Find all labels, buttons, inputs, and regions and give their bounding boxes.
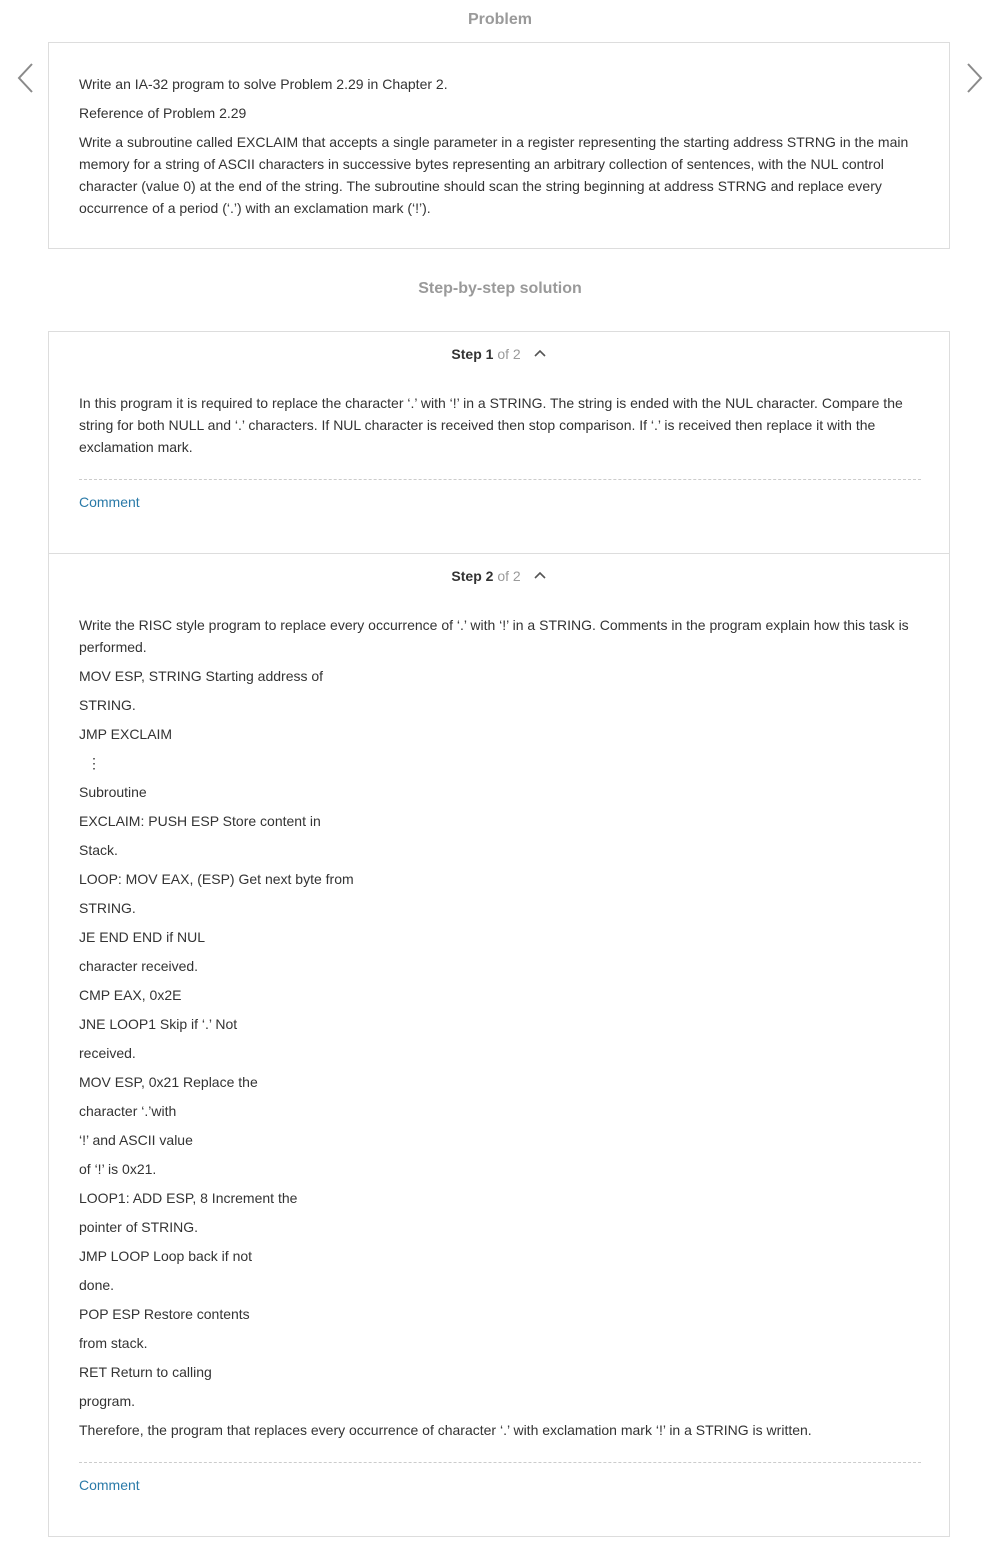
code-line: RET Return to calling	[79, 1364, 212, 1380]
code-line: LOOP: MOV EAX, (ESP) Get next byte from	[79, 871, 354, 887]
problem-statement: Write a subroutine called EXCLAIM that accepts a single parameter in a register representing the starting address STRNG in the main memory for a string of ASCII characters in successive bytes representing an arbitrary collection of sentences, with the NUL control character (value 0) at the end of the string. The subroutine should scan the string beginning at address STRNG and replace every occurrence of a period (‘.’) with an exclamation mark (‘!’).	[79, 134, 909, 216]
code-line: ‘!’ and ASCII value	[79, 1132, 193, 1148]
step-2-intro: Write the RISC style program to replace every occurrence of ‘.’ with ‘!’ in a STRING. Comments in the program explain how this task is performed.	[79, 617, 909, 655]
step-2-header[interactable]	[49, 566, 949, 586]
step-1-divider	[79, 479, 921, 480]
chevron-right-icon	[962, 60, 986, 96]
code-line: POP ESP Restore contents	[79, 1306, 250, 1322]
step-1-header[interactable]	[49, 344, 949, 364]
problem-heading: Problem	[467, 11, 532, 28]
step-2-divider	[79, 1462, 921, 1463]
vertical-ellipsis: ⋮	[87, 755, 101, 771]
chevron-up-icon[interactable]	[533, 343, 547, 363]
step-1-label: Step 1	[451, 346, 494, 362]
code-line: pointer of STRING.	[79, 1219, 199, 1235]
code-line: JE END END if NUL	[79, 929, 206, 945]
code-line: character received.	[79, 958, 199, 974]
code-line: JNE LOOP1 Skip if ‘.’ Not	[79, 1016, 238, 1032]
code-line: MOV ESP, 0x21 Replace the	[79, 1074, 258, 1090]
step-1	[49, 332, 949, 554]
code-line: STRING.	[79, 697, 136, 713]
code-line: received.	[79, 1045, 136, 1061]
step-2-count: of 2	[497, 568, 521, 584]
code-line: character ‘.’with	[79, 1103, 177, 1119]
code-line: program.	[79, 1393, 136, 1409]
code-line: JMP LOOP Loop back if not	[79, 1248, 253, 1264]
code-line: EXCLAIM: PUSH ESP Store content in	[79, 813, 321, 829]
step-1-body	[79, 392, 921, 465]
step-1-count: of 2	[497, 346, 521, 362]
next-button[interactable]	[962, 60, 986, 96]
code-line: Stack.	[79, 842, 118, 858]
chevron-left-icon	[14, 60, 38, 96]
step-2-label: Step 2	[451, 568, 494, 584]
step-2-conclusion: Therefore, the program that replaces every occurrence of character ‘.’ with exclamation mark ‘!’ in a STRING is written.	[79, 1422, 812, 1438]
step-2-body	[79, 614, 921, 1448]
step-2-comment-link[interactable]: Comment	[79, 1477, 140, 1493]
code-line: STRING.	[79, 900, 136, 916]
code-line: of ‘!’ is 0x21.	[79, 1161, 157, 1177]
steps-card	[48, 331, 950, 1537]
problem-card	[48, 42, 950, 249]
solution-heading: Step-by-step solution	[418, 280, 582, 297]
code-line: LOOP1: ADD ESP, 8 Increment the	[79, 1190, 298, 1206]
code-line: from stack.	[79, 1335, 148, 1351]
step-2	[49, 554, 949, 1537]
chevron-up-icon[interactable]	[533, 565, 547, 585]
prev-button[interactable]	[14, 60, 38, 96]
problem-paragraph: Write an IA-32 program to solve Problem 2.29 in Chapter 2.	[79, 76, 448, 92]
code-line: Subroutine	[79, 784, 147, 800]
code-line: JMP EXCLAIM	[79, 726, 173, 742]
problem-reference: Reference of Problem 2.29	[79, 105, 247, 121]
step-1-comment-link[interactable]: Comment	[79, 494, 140, 510]
code-line: done.	[79, 1277, 115, 1293]
step-1-text: In this program it is required to replace the character ‘.’ with ‘!’ in a STRING. The string is ended with the NUL character. Compare the string for both NULL and ‘.’ characters. If NUL character is received then stop comparison. If ‘.’ is received then replace it with the exclamation mark.	[79, 395, 903, 455]
code-line: MOV ESP, STRING Starting address of	[79, 668, 324, 684]
code-line: CMP EAX, 0x2E	[79, 987, 182, 1003]
